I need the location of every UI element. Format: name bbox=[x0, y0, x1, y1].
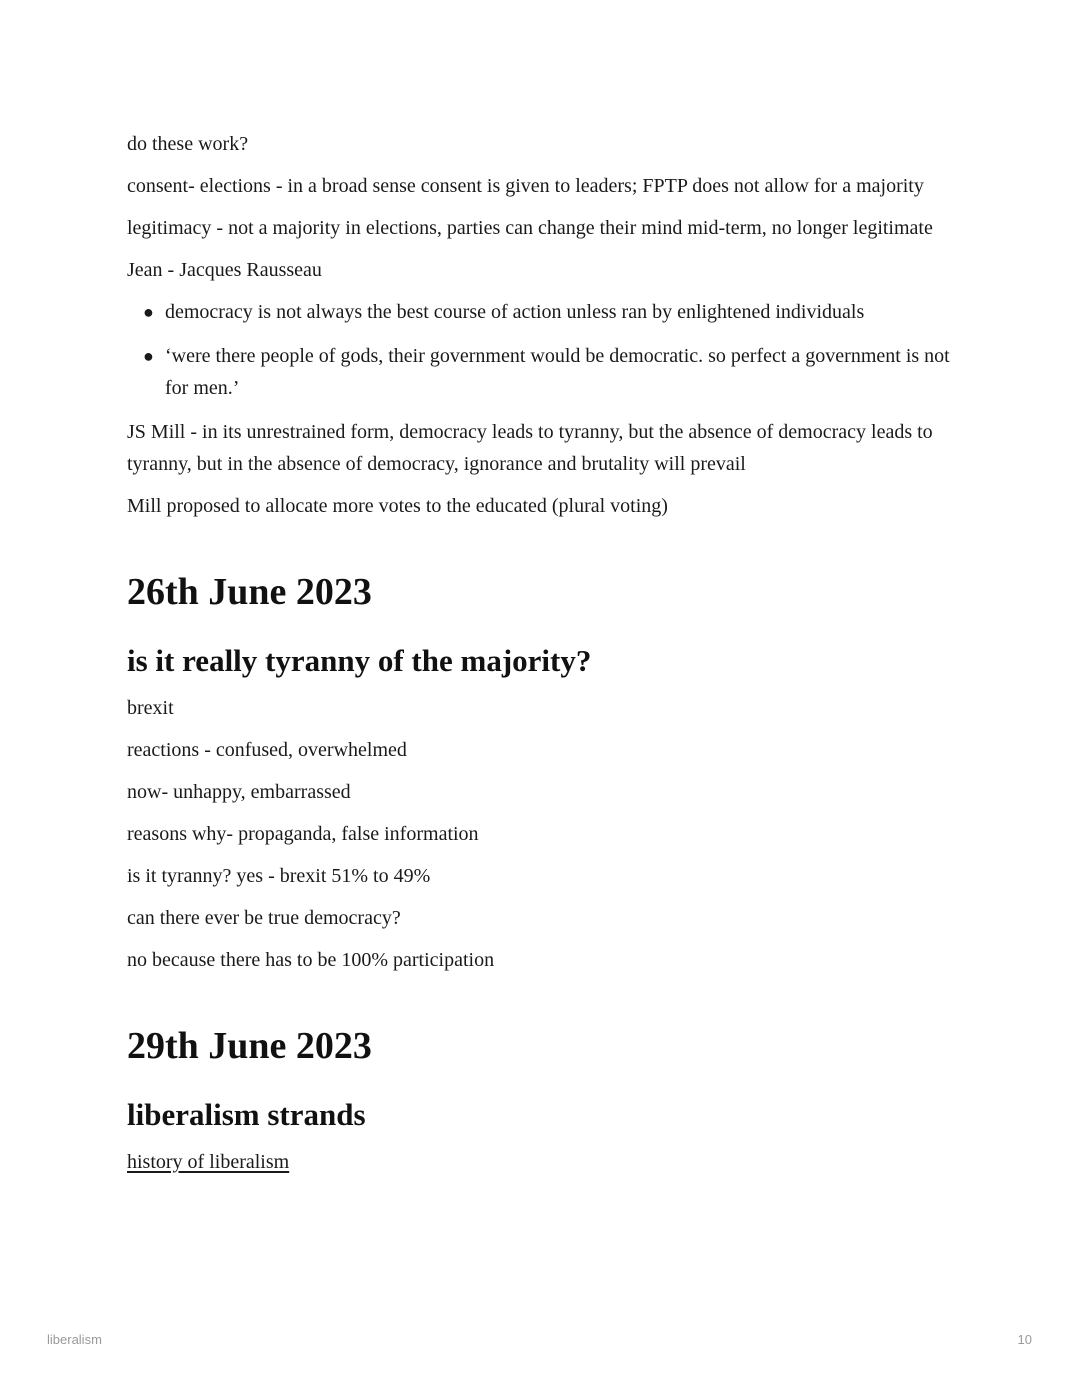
note-line: is it tyranny? yes - brexit 51% to 49% bbox=[127, 865, 431, 887]
subheading-liberalism-strands: liberalism strands bbox=[127, 1097, 366, 1132]
note-line: brexit bbox=[127, 697, 174, 719]
note-line: no because there has to be 100% participation bbox=[127, 949, 495, 971]
date-heading-26-june: 26th June 2023 bbox=[127, 571, 372, 613]
paragraph-js-mill: JS Mill - in its unrestrained form, democracy leads to tyranny, but the absence of democracy leads to tyranny, but in the absence of democracy, ignorance and brutality will prevail bbox=[127, 421, 933, 475]
note-line: reactions - confused, overwhelmed bbox=[127, 739, 407, 761]
paragraph-question: do these work? bbox=[127, 133, 249, 155]
paragraph-plural-voting: Mill proposed to allocate more votes to the educated (plural voting) bbox=[127, 495, 668, 517]
page-content bbox=[127, 128, 957, 1188]
list-item bbox=[143, 296, 957, 328]
list-item-text: ‘were there people of gods, their government would be democratic. so perfect a government is not for men.’ bbox=[165, 345, 950, 399]
note-line: reasons why- propaganda, false information bbox=[127, 823, 479, 845]
note-line: can there ever be true democracy? bbox=[127, 907, 401, 929]
paragraph-consent: consent- elections - in a broad sense consent is given to leaders; FPTP does not allow for a majority bbox=[127, 175, 924, 197]
rousseau-bullet-list bbox=[127, 296, 957, 404]
paragraph-legitimacy: legitimacy - not a majority in elections, parties can change their mind mid-term, no longer legitimate bbox=[127, 217, 933, 239]
list-item-text: democracy is not always the best course of action unless ran by enlightened individuals bbox=[165, 301, 865, 323]
bullet-icon: ● bbox=[143, 302, 154, 322]
paragraph-rousseau-heading: Jean - Jacques Rausseau bbox=[127, 259, 322, 281]
list-item bbox=[143, 340, 957, 404]
note-line: now- unhappy, embarrassed bbox=[127, 781, 351, 803]
subheading-tyranny: is it really tyranny of the majority? bbox=[127, 643, 592, 678]
date-heading-29-june: 29th June 2023 bbox=[127, 1025, 372, 1067]
footer-document-title: liberalism bbox=[47, 1332, 102, 1347]
link-paragraph bbox=[127, 1146, 957, 1178]
footer-page-number: 10 bbox=[1017, 1332, 1032, 1347]
bullet-icon: ● bbox=[143, 346, 154, 366]
history-of-liberalism-link[interactable]: history of liberalism bbox=[127, 1151, 290, 1173]
